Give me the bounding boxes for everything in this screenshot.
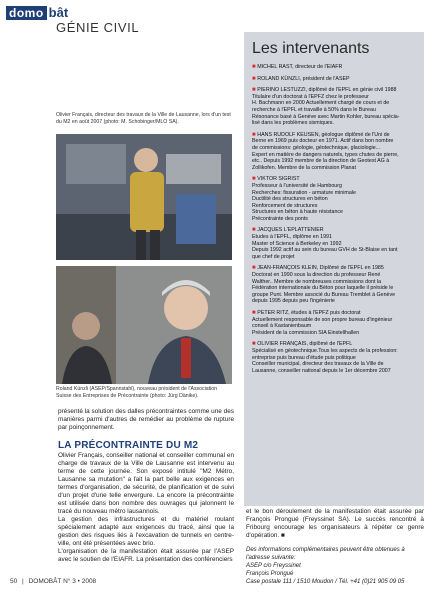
speaker-name — [252, 176, 416, 183]
page-footer: 50 | DOMOBÂT N° 3 • 2008 — [10, 578, 97, 585]
speaker-entry — [252, 310, 416, 336]
speaker-entry — [252, 176, 416, 222]
speaker-bio-line: de commissions: géologie, géotechnique, glaciologie... — [252, 144, 381, 151]
speaker-name — [252, 64, 416, 71]
photo-portrait-illustration — [56, 266, 232, 384]
speaker-bio-line: Structures en béton à haute résistance — [252, 209, 343, 216]
bullet-icon: ■ — [252, 87, 258, 94]
speaker-bio-line: Renforcement de structures — [252, 202, 318, 209]
bullet-icon: ■ — [252, 310, 258, 316]
photo-metro-illustration — [56, 134, 232, 260]
speaker-bio-line: Précontrainte des ponts — [252, 215, 308, 222]
bullet-icon: ■ — [252, 265, 258, 272]
paragraph-organisation: L'organisation de la manifestation était assurée par l'ASEP avec le soutien de l'EIAFR. La présentation des conférenciers — [58, 548, 234, 563]
contact-line: Des informations complémentaires peuvent être obtenues à l'adresse suivante: — [246, 547, 405, 561]
speaker-bio-line: entreprise puis bureau d'étude puis politique — [252, 354, 356, 361]
speaker-name-text: PETER RITZ, études à l'EPFZ puis doctorat — [257, 310, 361, 316]
bullet-icon: ■ — [252, 176, 258, 183]
brand-box: domo — [6, 6, 47, 20]
speaker-name — [252, 87, 416, 94]
speaker-bio-line: Fédération internationale du Béton pour laquelle il préside le — [252, 285, 394, 292]
speaker-bio-line: Zollikofen. Membre de la commission Planat — [252, 164, 356, 171]
speaker-name-text: VIKTOR SIGRIST — [257, 176, 300, 183]
contact-line: ASEP c/o Freyssinet — [246, 563, 301, 569]
speaker-bio-line: Résonance basé à Genève avec Martin Kohler, bureau spécia- — [252, 113, 400, 120]
brand-bat: bât — [48, 5, 69, 20]
speaker-name-text: JACQUES L'EPLATTENIER — [257, 227, 324, 234]
speaker-entry — [252, 341, 416, 374]
brand-logo — [6, 6, 68, 20]
speaker-bio-line: Master of Science à Berkeley en 1992 — [252, 240, 342, 247]
speaker-bio-line: H. Bachmann en 2000 Actuellement chargé de cours et de — [252, 100, 390, 107]
speaker-name — [252, 76, 416, 83]
bullet-icon: ■ — [252, 341, 258, 348]
speaker-bio-line: depuis 1995 depuis peu l'ingénierie — [252, 298, 335, 305]
speaker-entry — [252, 87, 416, 127]
speaker-bio-line: Doctorat en 1990 sous la direction du professeur René — [252, 272, 381, 279]
page-number: 50 — [10, 578, 18, 585]
speaker-name-text: ROLAND KÜNZLI, président de l'ASEP — [257, 75, 350, 82]
speaker-bio-line: que chef de projet — [252, 253, 295, 260]
magazine-issue: DOMOBÂT N° 3 • 2008 — [28, 578, 97, 585]
speaker-entry — [252, 265, 416, 305]
speaker-entry — [252, 64, 416, 71]
contact-line: François Prongué — [246, 571, 294, 577]
speakers-panel — [244, 32, 424, 506]
speaker-bio-line: Président de la commission SIA Einstellhallen — [252, 329, 360, 336]
bullet-icon: ■ — [252, 64, 258, 70]
speaker-bio-line: Etudes à l'EPFL, diplôme en 1991 — [252, 234, 332, 241]
speaker-bio-line: Titulaire d'un doctorat à l'EPFZ chez le professeur — [252, 93, 369, 100]
intro-paragraph: présenté la solution des dalles précontraintes comme une des manières parmi d'autres de remédier au problème de rupture par poinçonnement. — [58, 408, 234, 431]
photo-metro-test — [56, 134, 232, 260]
photo-roland-kunzli — [56, 266, 232, 384]
speaker-bio-line: Recherches: fissuration - armature minimale — [252, 189, 356, 196]
speaker-name-text: PIERINO LESTUZZI, diplômé de l'EPFL en génie civil 1988 — [257, 87, 397, 94]
speaker-bio-line: groupe Punt. Membre associé du Bureau Tremblet à Genève — [252, 291, 396, 298]
contact-line: Case postale 111 / 1510 Moudon / Tél. +41 (0)21 905 09 05 — [246, 579, 405, 585]
paragraph-infrastructure: La gestion des infrastructures et du matériel roulant spécialement adapté aux exigences du tracé, ainsi que la gestion des risques liés à l'excavation de tunnels en centre-ville, ont été présentées avec brio. — [58, 516, 234, 547]
speaker-name-text: HANS RUDOLF KEUSEN, géologue diplômé de l'Uni de — [257, 131, 390, 138]
speaker-bio-line: Spécialisé en géotechnique.Tous les aspects de la profession: — [252, 347, 398, 354]
speaker-bio-line: Walther.. Membre de nombreuses commissions dont la — [252, 278, 382, 285]
speaker-bio-line: Conseiller municipal, directeur des travaux de la Ville de — [252, 361, 384, 368]
speaker-entry — [252, 132, 416, 172]
photo2-caption: Roland Künzli (ASEP/Spannstahl), nouveau président de l'Association Suisse des Entreprises de Précontrainte (photo: Jürg Dänike). — [56, 386, 218, 399]
speaker-bio-line: Depuis 1992 actif au sein du bureau GVH de St-Blaise en tant — [252, 247, 398, 254]
photo1-caption: Olivier Français, directeur des travaux de la Ville de Lausanne, lors d'un test du M2 en août 2007 (photo: M. Schobinger/MLO SA). — [56, 112, 231, 125]
speaker-bio-line: Lausanne, conseiller national depuis le 1er décembre 2007 — [252, 367, 391, 374]
speaker-name — [252, 310, 416, 317]
speaker-name — [252, 132, 416, 139]
bullet-icon: ■ — [252, 131, 258, 138]
paragraph-m2: Olivier Français, conseiller national et conseiller communal en charge de travaux de la Ville de Lausanne est intervenu au terme de cette journée. Son exposé intitulé "M2 Métro, Lausanne sa mutation" a fait la part belle aux exigences en termes d'organisation, de sécurité, de planification et de suivi d'un projet d'une telle envergure. La encore la précontrainte est utilisée dans bon nombre des ouvrages qui jalonnent le tracé du nouveau métro lausannois. — [58, 452, 234, 515]
contact-info — [246, 546, 424, 586]
speaker-bio-line: lisé dans les problèmes sismiques. — [252, 120, 334, 127]
speaker-bio-line: Expert en matière de dangers naturels, types chutes de pierre, — [252, 151, 399, 158]
closing-paragraph: et le bon déroulement de la manifestation était assurée par François Prongué (Freyssinet SA). Le succès rencontré à Fribourg encourage les organisateurs à répéter ce genre d'opération. ■ — [246, 508, 424, 539]
section-headline: LA PRÉCONTRAINTE DU M2 — [58, 440, 199, 451]
speaker-name — [252, 341, 416, 348]
speaker-bio-line: Professeur à l'université de Hambourg — [252, 182, 342, 189]
bullet-icon: ■ — [252, 75, 258, 82]
speaker-bio-line: Berne en 1969 puis docteur en 1971. Actif dans bon nombre — [252, 138, 394, 145]
speaker-name-text: JEAN-FRANÇOIS KLEIN, Diplômé de l'EPFL en 1985 — [257, 265, 384, 272]
speaker-name — [252, 265, 416, 272]
speaker-entry — [252, 76, 416, 83]
bullet-icon: ■ — [252, 227, 258, 234]
speaker-name-text: OLIVIER FRANÇAIS, diplômé de l'EPFL — [257, 341, 353, 348]
section-title: GÉNIE CIVIL — [56, 20, 140, 35]
speaker-bio-line: conseil à Kastanienbaum — [252, 323, 312, 330]
speaker-entry — [252, 227, 416, 260]
speaker-bio-line: etc.. Depuis 1992 membre de la direction de Geotest AG à — [252, 158, 390, 165]
speaker-bio-line: Actuellement responsable de son propre bureau d'ingénieur — [252, 316, 393, 323]
speaker-name-text: MICHEL RAST, directeur de l'EIAFR — [257, 64, 343, 70]
speaker-bio-line: Ductilité des structures en béton — [252, 196, 328, 203]
panel-title: Les intervenants — [252, 40, 370, 57]
speakers-list — [252, 64, 416, 374]
speaker-name — [252, 227, 416, 234]
speaker-bio-line: recherche à l'EPFL et travaille à 50% dans le Bureau — [252, 106, 376, 113]
